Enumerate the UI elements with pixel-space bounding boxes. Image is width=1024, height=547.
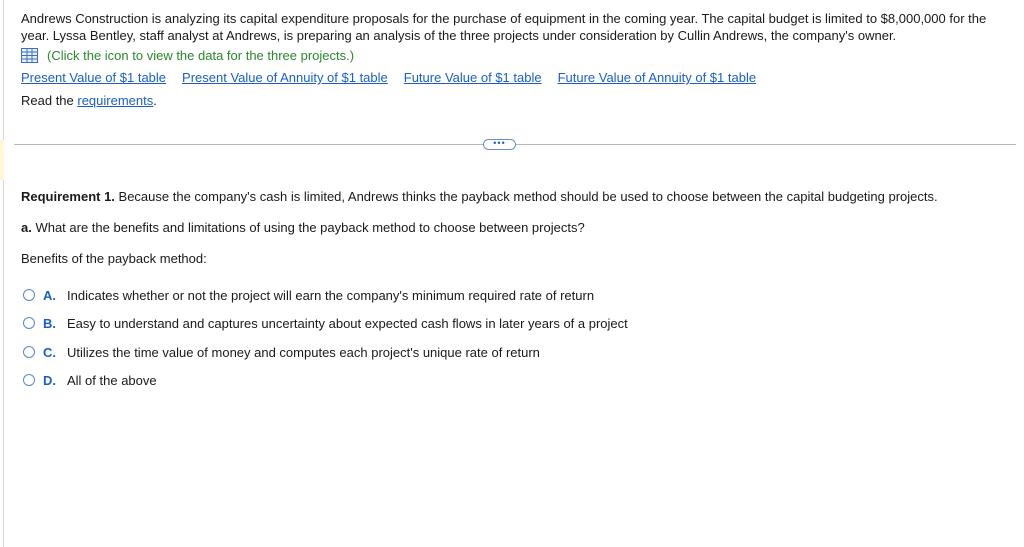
left-border xyxy=(3,0,4,547)
option-letter: B. xyxy=(43,315,56,331)
option-text: Utilizes the time value of money and computes each project's unique rate of return xyxy=(67,344,540,360)
option-a[interactable] xyxy=(23,286,594,304)
read-suffix: . xyxy=(153,93,157,108)
option-letter: C. xyxy=(43,344,56,360)
requirement-label: Requirement 1. xyxy=(21,189,115,204)
radio-button[interactable] xyxy=(23,289,35,301)
read-requirements xyxy=(21,93,1011,108)
option-letter: A. xyxy=(43,287,56,303)
benefits-heading: Benefits of the payback method: xyxy=(21,251,207,266)
expand-button[interactable] xyxy=(483,139,516,150)
read-prefix: Read the xyxy=(21,93,78,108)
table-links xyxy=(21,70,1011,85)
fv-of-1-table-link[interactable]: Future Value of $1 table xyxy=(403,70,542,85)
option-b[interactable] xyxy=(23,314,628,332)
option-text: Indicates whether or not the project will earn the company's minimum required rate of return xyxy=(67,287,595,303)
problem-header xyxy=(21,10,1011,108)
table-grid-icon[interactable] xyxy=(21,48,38,63)
fv-annuity-table-link[interactable]: Future Value of Annuity of $1 table xyxy=(557,70,757,85)
data-row xyxy=(21,46,1011,64)
requirement-body: Because the company's cash is limited, Andrews thinks the payback method should be used to choose between the capital budgeting projects. xyxy=(114,189,938,204)
view-data-link[interactable]: (Click the icon to view the data for the three projects.) xyxy=(47,47,355,63)
option-c[interactable] xyxy=(23,343,540,361)
focus-highlight xyxy=(0,140,4,180)
more-dots-icon: ••• xyxy=(493,138,506,148)
option-d[interactable] xyxy=(23,371,157,389)
requirements-link[interactable]: requirements xyxy=(77,93,154,108)
problem-intro: Andrews Construction is analyzing its capital expenditure proposals for the purchase of equipment in the coming year. The capital budget is limited to $8,000,000 for the year. Lyssa Bentley, staff analyst at Andrews, is preparing an analysis of the three projects under consideration by Cullin Andrews, the company's owner. xyxy=(21,11,987,43)
question-text xyxy=(21,220,585,235)
question-label: a. xyxy=(21,220,32,235)
requirement-text xyxy=(21,189,938,204)
option-text: Easy to understand and captures uncertainty about expected cash flows in later years of a project xyxy=(67,315,628,331)
radio-button[interactable] xyxy=(23,346,35,358)
radio-button[interactable] xyxy=(23,317,35,329)
radio-button[interactable] xyxy=(23,374,35,386)
pv-annuity-table-link[interactable]: Present Value of Annuity of $1 table xyxy=(182,70,388,85)
option-text: All of the above xyxy=(67,372,157,388)
pv-of-1-table-link[interactable]: Present Value of $1 table xyxy=(21,70,167,85)
question-body: What are the benefits and limitations of using the payback method to choose between projects? xyxy=(31,220,585,235)
option-letter: D. xyxy=(43,372,56,388)
